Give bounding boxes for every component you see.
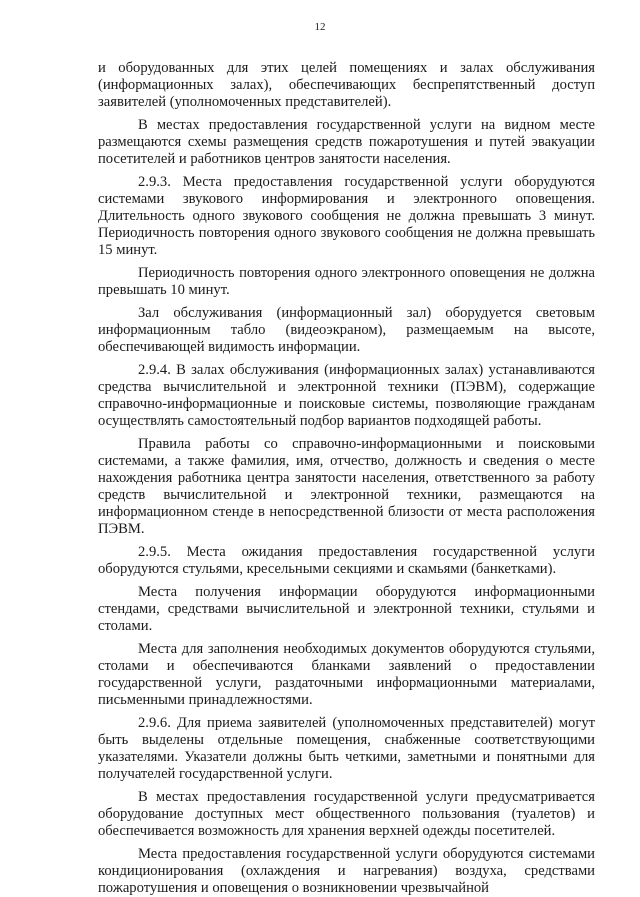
paragraph: Правила работы со справочно-информационными и поисковыми системами, а также фамилия, имя, отчество, должность и сведения о месте нахождения работника центра занятости населения, ответственного за работу средств вычислительной и электронной техники, размещаются на информационном стенде в непосредственной близости от места расположения ПЭВМ. bbox=[98, 436, 595, 537]
paragraph: Периодичность повторения одного электронного оповещения не должна превышать 10 минут. bbox=[98, 265, 595, 298]
paragraph: Места для заполнения необходимых документов оборудуются стульями, столами и обеспечиваются бланками заявлений о предоставлении государственной услуги, раздаточными информационными материалами, письменными принадлежностями. bbox=[98, 641, 595, 708]
paragraph-2-9-3: 2.9.3. Места предоставления государственной услуги оборудуются системами звукового информирования и электронного оповещения. Длительность одного звукового сообщения не должна превышать 3 минут. Периодичность повторения одного звукового сообщения не должна превышать 15 минут. bbox=[98, 174, 595, 258]
paragraph-continued: и оборудованных для этих целей помещениях и залах обслуживания (информационных залах), обеспечивающих беспрепятственный доступ заявителей (уполномоченных представителей). bbox=[98, 60, 595, 110]
document-body bbox=[98, 60, 595, 897]
paragraph-2-9-6: 2.9.6. Для приема заявителей (уполномоченных представителей) могут быть выделены отдельные помещения, снабженные соответствующими указателями. Указатели должны быть четкими, заметными и понятными для получателей государственной услуги. bbox=[98, 715, 595, 782]
page-number: 12 bbox=[314, 21, 326, 33]
paragraph: Места предоставления государственной услуги оборудуются системами кондиционирования (охлаждения и нагревания) воздуха, средствами пожаротушения и оповещения о возникновении чрезвычайной bbox=[98, 846, 595, 896]
paragraph: Места получения информации оборудуются информационными стендами, средствами вычислительной и электронной техники, стульями и столами. bbox=[98, 584, 595, 634]
paragraph-2-9-4: 2.9.4. В залах обслуживания (информационных залах) устанавливаются средства вычислительной и электронной техники (ПЭВМ), содержащие справочно-информационные и поисковые системы, позволяющие гражданам осуществлять самостоятельный подбор вариантов подходящей работы. bbox=[98, 362, 595, 429]
paragraph-2-9-5: 2.9.5. Места ожидания предоставления государственной услуги оборудуются стульями, кресельными секциями и скамьями (банкетками). bbox=[98, 544, 595, 577]
paragraph: Зал обслуживания (информационный зал) оборудуется световым информационным табло (видеоэкраном), размещаемым на высоте, обеспечивающей видимость информации. bbox=[98, 305, 595, 355]
paragraph: В местах предоставления государственной услуги на видном месте размещаются схемы размещения средств пожаротушения и путей эвакуации посетителей и работников центров занятости населения. bbox=[98, 117, 595, 167]
paragraph: В местах предоставления государственной услуги предусматривается оборудование доступных мест общественного пользования (туалетов) и обеспечивается возможность для хранения верхней одежды посетителей. bbox=[98, 789, 595, 839]
